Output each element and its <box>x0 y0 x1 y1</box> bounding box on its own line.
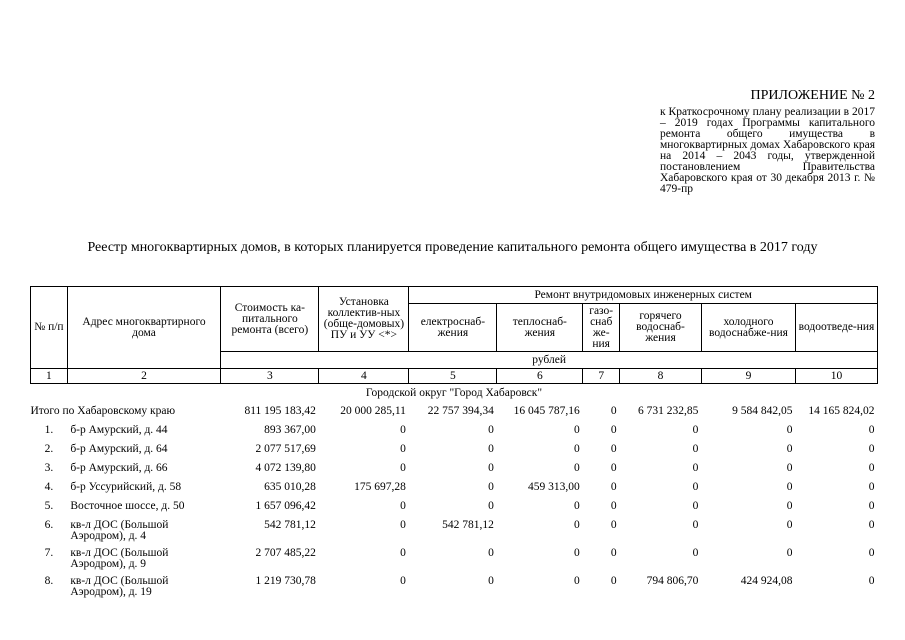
row-heat: 0 <box>574 424 580 436</box>
row-sewer: 0 <box>868 462 875 474</box>
row-sewer: 0 <box>868 443 875 455</box>
total-meters: 20 000 285,11 <box>340 405 406 417</box>
column-number: 7 <box>583 369 620 384</box>
total-row <box>31 402 878 425</box>
header-meters: Установка коллектив-ных (обще-домовых) ПУ и УУ <*> <box>319 287 409 352</box>
row-electric: 0 <box>488 547 494 559</box>
row-sewer: 0 <box>868 575 875 587</box>
row-cold-water: 0 <box>786 547 793 559</box>
row-cold-water: 0 <box>786 462 793 474</box>
row-sewer: 0 <box>868 547 875 559</box>
total-hot-water: 6 731 232,85 <box>638 405 699 417</box>
section-title: Городской округ "Город Хабаровск" <box>365 387 543 399</box>
header-sewer: водоотведе-ния <box>796 304 878 352</box>
row-cost: 4 072 139,80 <box>255 462 316 474</box>
row-heat: 0 <box>574 462 580 474</box>
column-number: 5 <box>409 369 497 384</box>
row-hot-water: 0 <box>692 443 699 455</box>
row-hot-water: 0 <box>692 547 699 559</box>
row-num: 1. <box>44 424 54 436</box>
row-electric: 0 <box>488 481 494 493</box>
table-row <box>31 570 878 598</box>
total-sewer: 14 165 824,02 <box>808 405 875 417</box>
row-cost: 635 010,28 <box>264 481 316 493</box>
row-num: 2. <box>44 443 54 455</box>
row-electric: 0 <box>488 500 494 512</box>
table-row <box>31 425 878 444</box>
row-hot-water: 0 <box>692 519 699 531</box>
total-heat: 16 045 787,16 <box>513 405 580 417</box>
row-address: б-р Амурский, д. 66 <box>70 462 168 474</box>
row-heat: 459 313,00 <box>528 481 580 493</box>
row-meters: 175 697,28 <box>354 481 406 493</box>
row-hot-water: 0 <box>692 424 699 436</box>
header-cold-water: холодного водоснабже-ния <box>701 304 795 352</box>
column-number: 9 <box>701 369 795 384</box>
appendix-title: ПРИЛОЖЕНИЕ № 2 <box>750 88 875 103</box>
header-unit: рублей <box>221 352 878 369</box>
row-electric: 0 <box>488 575 494 587</box>
total-label: Итого по Хабаровскому краю <box>30 405 176 417</box>
row-cold-water: 0 <box>786 481 793 493</box>
row-address: б-р Амурский, д. 64 <box>70 443 168 455</box>
total-cost: 811 195 183,42 <box>244 405 316 417</box>
registry-table <box>30 286 878 598</box>
row-cost: 1 657 096,42 <box>255 500 316 512</box>
row-cost: 893 367,00 <box>264 424 316 436</box>
document-title: Реестр многоквартирных домов, в которых планируется проведение капитального ремонта общего имущества в 2017 году <box>87 240 818 255</box>
header-electric: електроснаб-жения <box>409 304 497 352</box>
row-meters: 0 <box>400 462 406 474</box>
row-gas: 0 <box>610 519 617 531</box>
row-gas: 0 <box>610 462 617 474</box>
row-meters: 0 <box>400 519 406 531</box>
table-row <box>31 444 878 463</box>
header-heat: теплоснаб-жения <box>497 304 583 352</box>
row-num: 4. <box>44 481 54 493</box>
row-address: кв-л ДОС (Большой Аэродром), д. 9 <box>70 547 169 570</box>
row-address: б-р Амурский, д. 44 <box>70 424 168 436</box>
row-meters: 0 <box>400 547 406 559</box>
row-cold-water: 0 <box>786 443 793 455</box>
row-cost: 2 707 485,22 <box>255 547 316 559</box>
row-cold-water: 424 924,08 <box>740 575 793 587</box>
row-hot-water: 0 <box>692 500 699 512</box>
row-heat: 0 <box>574 443 580 455</box>
row-num: 5. <box>44 500 54 512</box>
row-cold-water: 0 <box>786 519 793 531</box>
row-num: 6. <box>44 519 54 531</box>
column-number: 1 <box>31 369 68 384</box>
row-heat: 0 <box>574 519 580 531</box>
row-sewer: 0 <box>868 519 875 531</box>
column-number: 4 <box>319 369 409 384</box>
row-num: 7. <box>44 547 54 559</box>
row-electric: 0 <box>488 443 494 455</box>
row-num: 3. <box>44 462 54 474</box>
column-number: 10 <box>796 369 878 384</box>
row-address: кв-л ДОС (Большой Аэродром), д. 4 <box>70 519 169 542</box>
row-cold-water: 0 <box>786 424 793 436</box>
row-cold-water: 0 <box>786 500 793 512</box>
row-electric: 0 <box>488 424 494 436</box>
column-number: 6 <box>497 369 583 384</box>
row-cost: 2 077 517,69 <box>255 443 316 455</box>
row-gas: 0 <box>610 424 617 436</box>
row-sewer: 0 <box>868 500 875 512</box>
row-heat: 0 <box>574 500 580 512</box>
row-num: 8. <box>44 575 54 587</box>
header-hot-water: горячего водоснаб-жения <box>620 304 702 352</box>
table-row <box>31 542 878 570</box>
section-row <box>31 384 878 403</box>
row-sewer: 0 <box>868 424 875 436</box>
row-electric: 542 781,12 <box>442 519 494 531</box>
table-row <box>31 501 878 520</box>
row-address: б-р Уссурийский, д. 58 <box>70 481 182 493</box>
column-number: 3 <box>221 369 319 384</box>
total-gas: 0 <box>610 405 617 417</box>
total-cold-water: 9 584 842,05 <box>732 405 793 417</box>
row-heat: 0 <box>574 547 580 559</box>
table-row <box>31 482 878 501</box>
row-hot-water: 0 <box>692 481 699 493</box>
row-gas: 0 <box>610 481 617 493</box>
row-address: Восточное шоссе, д. 50 <box>70 500 185 512</box>
header-num: № п/п <box>31 287 68 369</box>
row-electric: 0 <box>488 462 494 474</box>
row-gas: 0 <box>610 575 617 587</box>
row-cost: 1 219 730,78 <box>255 575 316 587</box>
column-number: 2 <box>67 369 220 384</box>
appendix-text: к Краткосрочному плану реализации в 2017 – 2019 годах Программы капитального ремонта общего имущества в многоквартирных домах Хабаровского края на 2014 – 2043 годы, утвержденной постановлением Правительства Хабаровского края от 30 декабря 2013 г. № 479-пр <box>660 106 875 195</box>
header-gas: газо-снаб же-ния <box>583 304 620 352</box>
row-hot-water: 794 806,70 <box>646 575 699 587</box>
header-cost: Стоимость ка-питального ремонта (всего) <box>221 287 319 352</box>
row-sewer: 0 <box>868 481 875 493</box>
table-row <box>31 520 878 542</box>
row-cost: 542 781,12 <box>264 519 316 531</box>
row-heat: 0 <box>574 575 580 587</box>
row-meters: 0 <box>400 575 406 587</box>
header-repair-group: Ремонт внутридомовых инженерных систем <box>409 287 878 304</box>
table-row <box>31 463 878 482</box>
row-gas: 0 <box>610 500 617 512</box>
total-electric: 22 757 394,34 <box>427 405 494 417</box>
header-address: Адрес многоквартирного дома <box>67 287 220 369</box>
row-hot-water: 0 <box>692 462 699 474</box>
row-meters: 0 <box>400 500 406 512</box>
row-gas: 0 <box>610 443 617 455</box>
row-address: кв-л ДОС (Большой Аэродром), д. 19 <box>70 575 169 598</box>
row-gas: 0 <box>610 547 617 559</box>
column-number: 8 <box>620 369 702 384</box>
row-meters: 0 <box>400 424 406 436</box>
row-meters: 0 <box>400 443 406 455</box>
appendix-block <box>660 88 875 195</box>
